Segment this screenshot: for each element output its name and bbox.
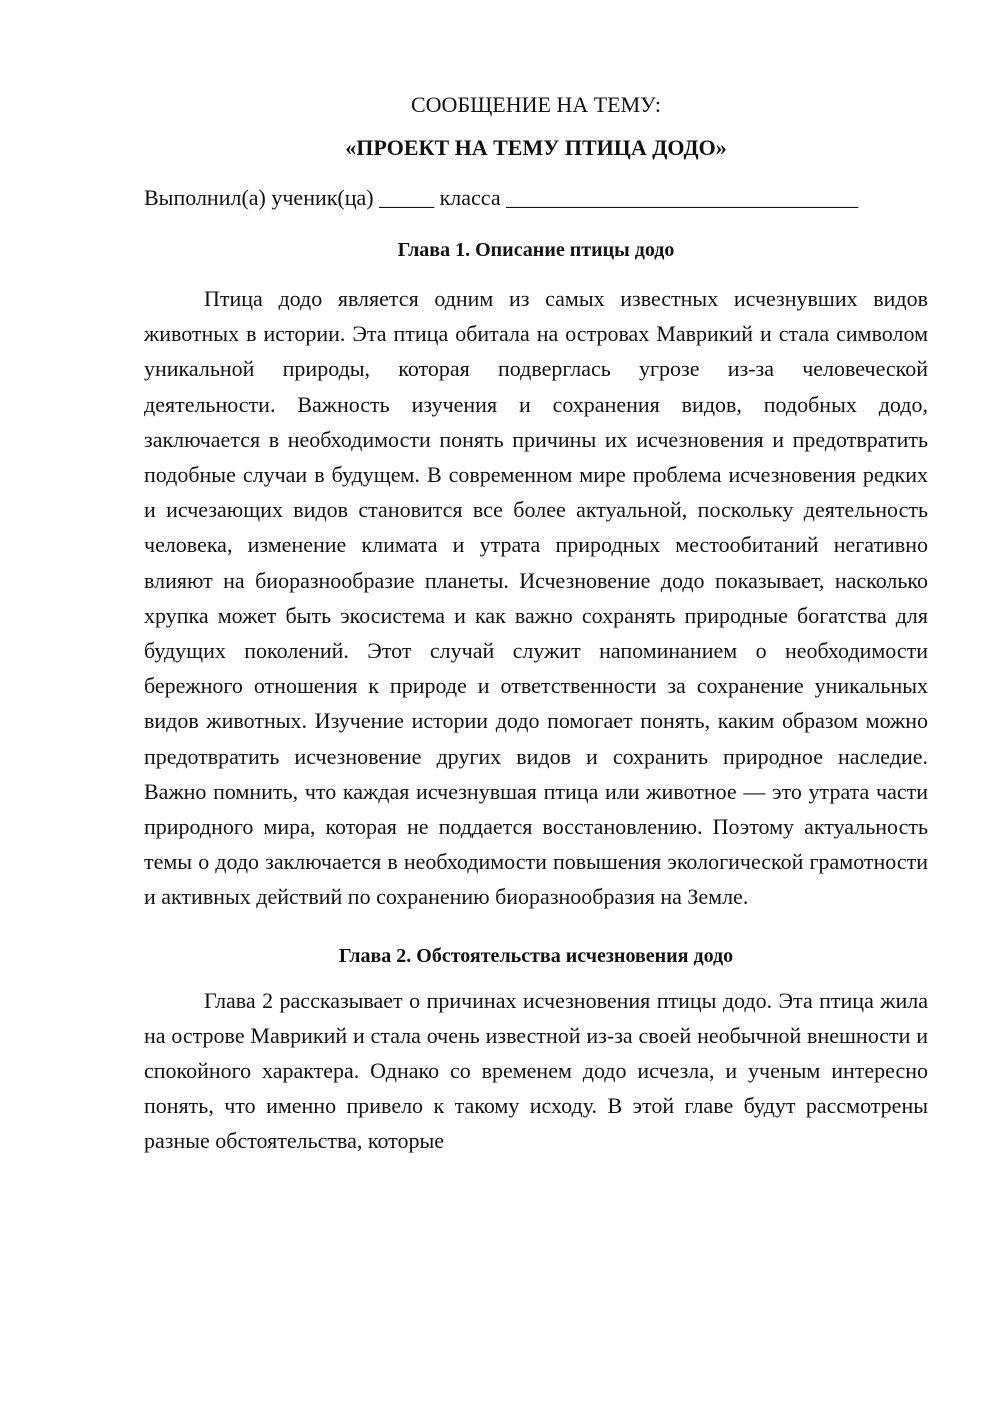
document-subtitle: «ПРОЕКТ НА ТЕМУ ПТИЦА ДОДО» bbox=[345, 135, 727, 160]
author-line: Выполнил(а) ученик(ца) _____ класса ________________________________ bbox=[144, 185, 859, 210]
chapter-1-paragraph: Птица додо является одним из самых известных исчезнувших видов животных в истории. Эта птица обитала на островах Маврикий и стала символом уникальной природы, которая подверглась угрозе из-за человеческой деятельности. Важность изучения и сохранения видов, подобных додо, заключается в необходимости понять причины их исчезновения и предотвратить подобные случаи в будущем. В современном мире проблема исчезновения редких и исчезающих видов становится все более актуальной, поскольку деятельность человека, изменение климата и утрата природных местообитаний негативно влияют на биоразнообразие планеты. Исчезновение додо показывает, насколько хрупка может быть экосистема и как важно сохранять природные богатства для будущих поколений. Этот случай служит напоминанием о необходимости бережного отношения к природе и ответственности за сохранение уникальных видов животных. Изучение истории додо помогает понять, каким образом можно предотвратить исчезновение других видов и сохранить природное наследие. Важно помнить, что каждая исчезнувшая птица или животное — это утрата части природного мира, которая не поддается восстановлению. Поэтому актуальность темы о додо заключается в необходимости повышения экологической грамотности и активных действий по сохранению биоразнообразия на Земле. bbox=[144, 286, 928, 910]
chapter-1-heading: Глава 1. Описание птицы додо bbox=[397, 239, 675, 261]
document-title: СООБЩЕНИЕ НА ТЕМУ: bbox=[411, 92, 661, 117]
document-page bbox=[144, 90, 928, 1159]
chapter-2-paragraph: Глава 2 рассказывает о причинах исчезновения птицы додо. Эта птица жила на острове Маврикий и стала очень известной из-за своей необычной внешности и спокойного характера. Однако со временем додо исчезла, и ученым интересно понять, что именно привело к такому исходу. В этой главе будут рассмотрены разные обстоятельства, которые bbox=[144, 987, 928, 1154]
chapter-2-heading: Глава 2. Обстоятельства исчезновения додо bbox=[338, 944, 734, 967]
